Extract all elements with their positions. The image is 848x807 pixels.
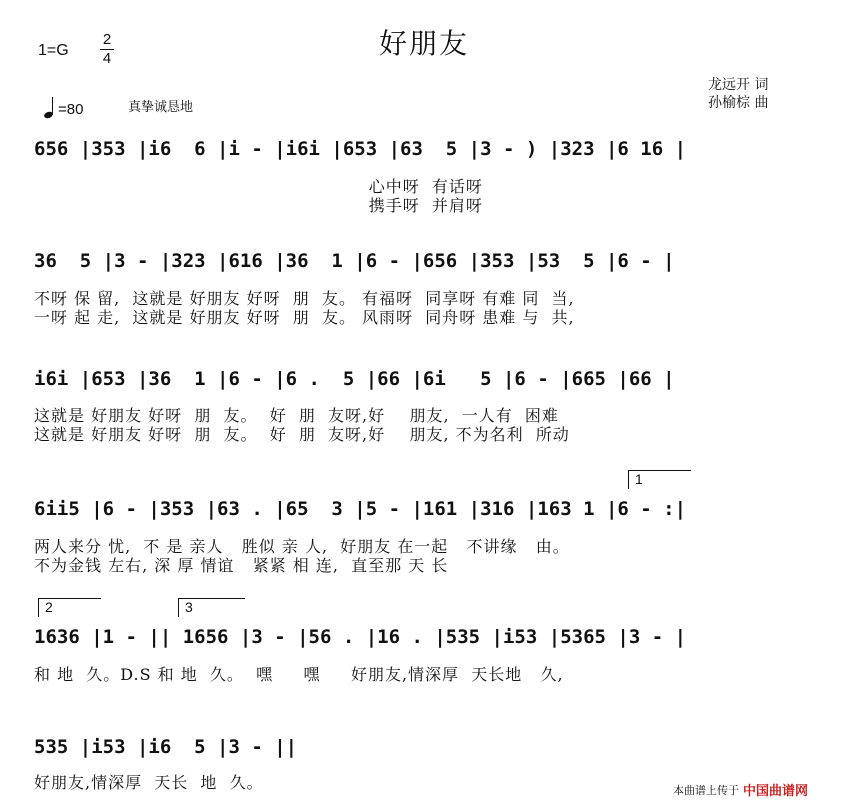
tempo-marking bbox=[44, 96, 83, 118]
upload-credit bbox=[673, 780, 808, 799]
tempo-value: =80 bbox=[58, 101, 84, 118]
page-title: 好朋友 bbox=[378, 27, 469, 60]
lyric-row-4-verse-1: 两人来分 忧, 不 是 亲人 胜似 亲 人, 好朋友 在一起 不讲缘 由。 bbox=[34, 537, 570, 556]
lyric-row-3-verse-1: 这就是 好朋友 好呀 朋 友。 好 朋 友呀,好 朋友, 一人有 困难 bbox=[34, 406, 559, 425]
key-signature: 1=G bbox=[38, 42, 69, 59]
time-bottom: 4 bbox=[102, 50, 112, 67]
score-row-3: i6i |653 |36 1 |6 - |6 . 5 |66 |6i 5 |6 - |665 |66 | bbox=[34, 368, 675, 390]
score-row-5: 1636 |1 - || 1656 |3 - |56 . |16 . |535 |i53 |5365 |3 - | bbox=[34, 626, 687, 648]
upload-label: 本曲谱上传于 bbox=[672, 784, 739, 797]
lyric-row-1-verse-2: 携手呀 并肩呀 bbox=[34, 196, 483, 215]
time-signature bbox=[100, 32, 114, 67]
composer: 孙榆棕 曲 bbox=[708, 95, 769, 111]
lyric-row-4-verse-2: 不为金钱 左右, 深 厚 情谊 紧紧 相 连, 直至那 天 长 bbox=[34, 556, 449, 575]
volta-3: 3 bbox=[178, 598, 245, 617]
lyric-row-6: 好朋友,情深厚 天长 地 久。 bbox=[34, 773, 264, 792]
score-row-1: 656 |353 |i6 6 |i - |i6i |653 |63 5 |3 - ) |323 |6 16 | bbox=[34, 138, 687, 160]
lyric-row-3-verse-2: 这就是 好朋友 好呀 朋 友。 好 朋 友呀,好 朋友, 不为名利 所动 bbox=[34, 425, 570, 444]
site-logo[interactable]: 中国曲谱网 bbox=[742, 783, 808, 798]
volta-2: 2 bbox=[38, 598, 101, 617]
lyric-row-2-verse-1: 不呀 保 留, 这就是 好朋友 好呀 朋 友。 有福呀 同享呀 有难 同 当, bbox=[34, 289, 575, 308]
quarter-note-icon bbox=[44, 96, 56, 118]
volta-1: 1 bbox=[628, 470, 691, 489]
credits bbox=[708, 76, 768, 112]
score-row-6: 535 |i53 |i6 5 |3 - || bbox=[34, 736, 298, 758]
lyric-row-2-verse-2: 一呀 起 走, 这就是 好朋友 好呀 朋 友。 风雨呀 同舟呀 患难 与 共, bbox=[34, 308, 575, 327]
time-top: 2 bbox=[102, 31, 112, 48]
expression-marking: 真挚诚恳地 bbox=[128, 100, 194, 115]
score-row-2: 36 5 |3 - |323 |616 |36 1 |6 - |656 |353 |53 5 |6 - | bbox=[34, 250, 675, 272]
lyricist: 龙远开 词 bbox=[708, 77, 769, 93]
lyric-row-1-verse-1: 心中呀 有话呀 bbox=[34, 177, 483, 196]
score-row-4: 6ii5 |6 - |353 |63 . |65 3 |5 - |161 |316 |163 1 |6 - :| bbox=[34, 498, 687, 520]
lyric-row-5: 和 地 久。D.S 和 地 久。 嘿 嘿 好朋友,情深厚 天长地 久, bbox=[34, 665, 564, 684]
